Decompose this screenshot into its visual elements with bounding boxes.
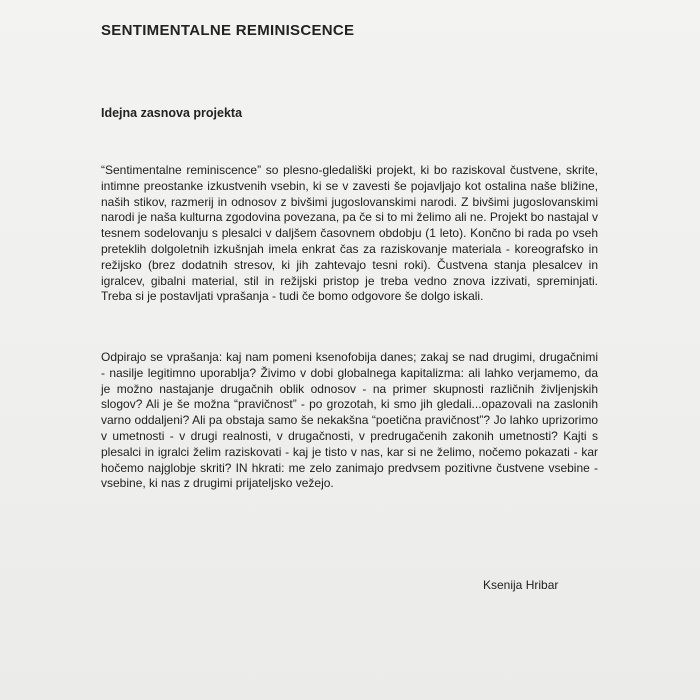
document-title: SENTIMENTALNE REMINISCENCE xyxy=(101,22,355,39)
body-paragraph-1: “Sentimentalne reminiscence” so plesno-gledališki projekt, ki bo raziskoval čustvene, skrite, intimne preostanke izkustvenih vsebin, ki se v zavesti še pojavljajo kot ostalina naše bližine, naših stikov, razmerij in odnosov z bivšimi jugoslovanskimi narodi. Z bivšimi jugoslovanskimi narodi je naša kulturna zgodovina povezana, pa če si to mi želimo ali ne. Projekt bo nastajal v tesnem sodelovanju s plesalci v daljšem časovnem obdobju (1 leto). Končno bi rada po vseh preteklih dolgoletnih izkušnjah imela enkrat čas za raziskovanje materiala - koreografsko in režijsko (brez dodatnih stresov, ki jih zahtevajo tesni roki). Čustvena stanja plesalcev in igralcev, gibalni material, stil in režijski pristop je treba vedno znova izzivati, spreminjati. Treba si je postavljati vprašanja - tudi če bomo odgovore še dolgo iskali. xyxy=(101,163,598,304)
body-paragraph-2: Odpirajo se vprašanja: kaj nam pomeni ksenofobija danes; zakaj se nad drugimi, drugačnimi - nasilje legitimno uporablja? Živimo v dobi globalnega kapitalizma: ali lahko verjamemo, da je možno nastajanje drugačnih oblik odnosov - na primer skupnosti različnih življenjskih slogov? Ali je še možna “pravičnost” - po grozotah, ki smo jih gledali...opazovali na zaslonih varno oddaljeni? Ali pa obstaja samo še nekakšna “poetična pravičnost”? Jo lahko uprizorimo v umetnosti - v drugi realnosti, v drugačnosti, v predrugačenih zakonih umetnosti? Kajti s plesalci in igralci želim raziskovati - kaj je tisto v nas, kar si ne želimo, nočemo pokazati - kar hočemo najglobje skriti? IN hkrati: me zelo zanimajo predvsem pozitivne čustvene vsebine - vsebine, ki nas z drugimi prijateljsko vežejo. xyxy=(101,350,598,491)
section-heading: Idejna zasnova projekta xyxy=(101,106,243,120)
author-signature: Ksenija Hribar xyxy=(483,578,559,592)
